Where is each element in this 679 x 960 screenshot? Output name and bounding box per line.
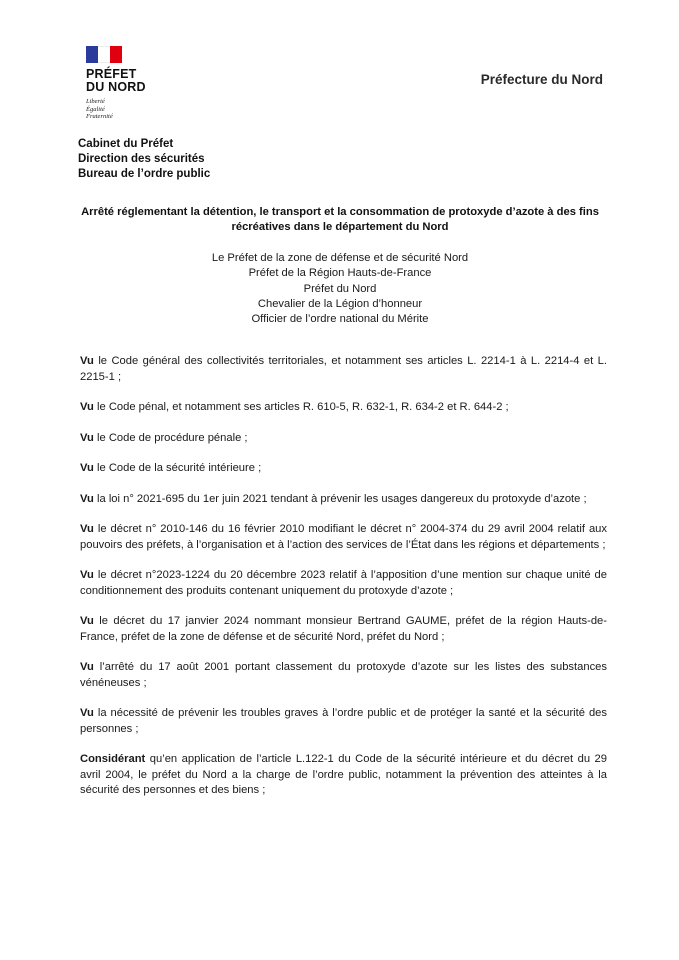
document-title <box>60 205 620 234</box>
clause-text: le décret n°2023-1224 du 20 décembre 2023 relatif à l’apposition d’une mention sur chaque unité de conditionnement des produits contenant uniquement du protoxyde d’azote ; <box>80 569 607 597</box>
clause-text: l’arrêté du 17 août 2001 portant classement du protoxyde d’azote sur les listes des substances vénéneuses ; <box>80 661 607 689</box>
clause <box>80 568 607 599</box>
prefecture-name: Préfecture du Nord <box>480 72 603 87</box>
clause <box>80 752 607 799</box>
clause-text: la nécessité de prévenir les troubles graves à l’ordre public et de protéger la santé et la sécurité des personnes ; <box>80 707 607 735</box>
prefect-line-3: Préfet du Nord <box>303 282 377 295</box>
prefect-line-1: Le Préfet de la zone de défense et de sécurité Nord <box>211 252 469 264</box>
clause <box>80 400 607 416</box>
clause-lead: Vu <box>80 401 94 413</box>
clause <box>80 354 607 385</box>
service-block <box>78 137 210 182</box>
clause-text: le décret n° 2010-146 du 16 février 2010 modifiant le décret n° 2004-374 du 29 avril 2004 relatif aux pouvoirs des préfets, à l’organisation et à l’action des services de l’État dans les régions et départements ; <box>80 523 607 551</box>
prefect-line-4: Chevalier de la Légion d’honneur <box>257 297 423 310</box>
clause-lead: Vu <box>80 707 94 719</box>
clause-lead: Vu <box>80 462 94 474</box>
clause <box>80 461 607 477</box>
clause-lead: Vu <box>80 523 94 535</box>
clause <box>80 522 607 553</box>
clause-lead: Vu <box>80 492 94 505</box>
clause-text: le Code de procédure pénale ; <box>93 431 248 444</box>
motto-egalite: Égalité <box>86 105 105 113</box>
clause-lead: Vu <box>80 661 94 673</box>
title-line-2: récréatives dans le département du Nord <box>231 220 449 233</box>
prefect-titles <box>60 251 620 327</box>
clause-text: le décret du 17 janvier 2024 nommant monsieur Bertrand GAUME, préfet de la région Hauts-de-France, préfet de la zone de défense et de sécurité Nord, préfet du Nord ; <box>80 615 607 643</box>
title-line-1: Arrêté réglementant la détention, le transport et la consommation de protoxyde d’azote à des fins <box>81 206 599 218</box>
service-line-1: Cabinet du Préfet <box>78 138 174 150</box>
logo-line-1: PRÉFET <box>86 67 137 81</box>
clause-text: le Code pénal, et notamment ses articles R. 610-5, R. 632-1, R. 634-2 et R. 644-2 ; <box>93 401 509 413</box>
french-flag-icon <box>86 46 122 63</box>
motto-fraternite: Fraternité <box>86 113 113 120</box>
clause-lead: Vu <box>80 569 94 581</box>
prefet-logo <box>86 46 176 121</box>
clause <box>80 492 607 508</box>
clause-text: la loi n° 2021-695 du 1er juin 2021 tendant à prévenir les usages dangereux du protoxyde d’azote ; <box>93 492 587 505</box>
prefect-line-5: Officier de l’ordre national du Mérite <box>251 313 429 326</box>
clause-lead: Considérant <box>80 753 146 765</box>
clause-text: qu’en application de l’article L.122-1 du Code de la sécurité intérieure et du décret du 29 avril 2004, le préfet du Nord a la charge de l’ordre public, notamment la prévention des atteintes à la sécurité des personnes et des biens ; <box>80 753 607 796</box>
clause <box>80 706 607 737</box>
clauses-body <box>80 354 607 814</box>
logo-line-2: DU NORD <box>86 80 146 94</box>
clause <box>80 660 607 691</box>
motto-liberte: Liberté <box>86 98 105 105</box>
logo-title <box>86 68 176 94</box>
clause-text: le Code de la sécurité intérieure ; <box>93 462 262 474</box>
clause <box>80 614 607 645</box>
clause-text: le Code général des collectivités territoriales, et notamment ses articles L. 2214-1 à L. 2214-4 et L. 2215-1 ; <box>80 355 607 383</box>
clause-lead: Vu <box>80 615 94 627</box>
prefect-line-2: Préfet de la Région Hauts-de-France <box>248 267 432 280</box>
logo-motto <box>86 98 176 121</box>
service-line-3: Bureau de l’ordre public <box>78 168 211 180</box>
clause-lead: Vu <box>80 355 94 367</box>
clause <box>80 431 607 447</box>
service-line-2: Direction des sécurités <box>78 153 205 165</box>
clause-lead: Vu <box>80 431 94 444</box>
